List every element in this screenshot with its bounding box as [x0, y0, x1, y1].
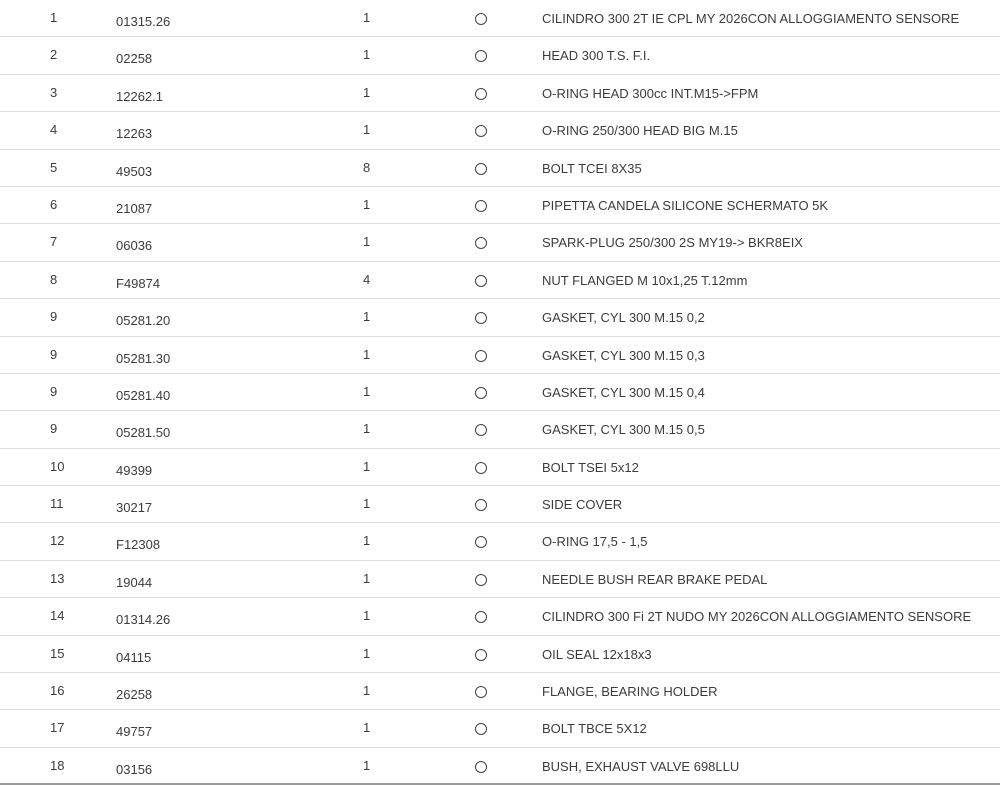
- radio-circle-icon[interactable]: [475, 275, 487, 287]
- radio-circle-icon[interactable]: [475, 350, 487, 362]
- radio-circle-icon[interactable]: [475, 88, 487, 100]
- quantity: 1: [363, 496, 371, 512]
- radio-circle-icon[interactable]: [475, 462, 487, 474]
- quantity: 1: [363, 309, 371, 325]
- table-row: [0, 636, 1000, 673]
- radio-circle-icon[interactable]: [475, 237, 487, 249]
- table-row: [0, 673, 1000, 710]
- part-description: FLANGE, BEARING HOLDER: [542, 684, 718, 700]
- table-row: [0, 748, 1000, 785]
- radio-circle-icon[interactable]: [475, 611, 487, 623]
- table-row: [0, 187, 1000, 224]
- part-code: 01315.26: [116, 14, 171, 29]
- table-row: [0, 449, 1000, 486]
- position-number: 15: [50, 645, 65, 661]
- position-number: 3: [50, 84, 58, 100]
- position-number: 4: [50, 122, 58, 138]
- part-description: GASKET, CYL 300 M.15 0,5: [542, 422, 705, 438]
- table-row: [0, 337, 1000, 374]
- part-code: 12262.1: [116, 88, 163, 104]
- part-code: 05281.30: [116, 350, 171, 366]
- part-description: SPARK-PLUG 250/300 2S MY19-> BKR8EIX: [542, 235, 803, 251]
- table-row: [0, 75, 1000, 112]
- part-code: 49503: [116, 163, 153, 179]
- position-number: 9: [50, 383, 58, 399]
- part-description: O-RING 250/300 HEAD BIG M.15: [542, 123, 738, 139]
- quantity: 1: [363, 608, 371, 624]
- table-row: [0, 262, 1000, 299]
- part-code: 49399: [116, 462, 153, 478]
- part-description: O-RING HEAD 300cc INT.M15->FPM: [542, 85, 759, 101]
- radio-circle-icon[interactable]: [475, 536, 487, 548]
- part-description: BUSH, EXHAUST VALVE 698LLU: [542, 758, 740, 774]
- radio-circle-icon[interactable]: [475, 649, 487, 661]
- quantity: 1: [363, 122, 371, 138]
- quantity: 1: [363, 533, 371, 549]
- part-description: NEEDLE BUSH REAR BRAKE PEDAL: [542, 571, 768, 587]
- radio-circle-icon[interactable]: [475, 163, 487, 175]
- position-number: 11: [50, 496, 64, 512]
- part-code: 06036: [116, 238, 153, 254]
- position-number: 6: [50, 196, 58, 212]
- table-row: [0, 710, 1000, 747]
- table-row: [0, 561, 1000, 598]
- position-number: 18: [50, 757, 65, 773]
- quantity: 1: [363, 757, 371, 773]
- part-description: BOLT TSEI 5x12: [542, 459, 639, 475]
- position-number: 5: [50, 159, 58, 175]
- position-number: 2: [50, 47, 58, 63]
- part-description: SIDE COVER: [542, 497, 623, 513]
- quantity: 1: [363, 196, 371, 212]
- table-row: [0, 523, 1000, 560]
- radio-circle-icon[interactable]: [475, 499, 487, 511]
- position-number: 1: [50, 10, 58, 25]
- part-code: F12308: [116, 537, 161, 553]
- quantity: 1: [363, 383, 371, 399]
- table-row: [0, 299, 1000, 336]
- table-row: [0, 411, 1000, 448]
- position-number: 16: [50, 683, 65, 699]
- position-number: 10: [50, 458, 65, 474]
- table-row: [0, 598, 1000, 635]
- radio-circle-icon[interactable]: [475, 200, 487, 212]
- part-description: O-RING 17,5 - 1,5: [542, 534, 648, 550]
- quantity: 1: [363, 720, 371, 736]
- quantity: 1: [363, 421, 371, 437]
- quantity: 1: [363, 47, 371, 63]
- radio-circle-icon[interactable]: [475, 50, 487, 62]
- part-code: 19044: [116, 574, 153, 590]
- part-description: CILINDRO 300 Fi 2T NUDO MY 2026CON ALLOGGIAMENTO SENSORE: [542, 609, 972, 625]
- quantity: 1: [363, 683, 371, 699]
- radio-circle-icon[interactable]: [475, 312, 487, 324]
- table-row: [0, 112, 1000, 149]
- quantity: 8: [363, 159, 371, 175]
- quantity: 1: [363, 645, 371, 661]
- part-description: BOLT TBCE 5X12: [542, 721, 647, 737]
- table-row: [0, 374, 1000, 411]
- table-row: [0, 224, 1000, 261]
- quantity: 1: [363, 234, 371, 250]
- radio-circle-icon[interactable]: [475, 125, 487, 137]
- quantity: 1: [363, 346, 371, 362]
- part-code: 04115: [116, 649, 152, 665]
- part-code: 05281.20: [116, 313, 171, 329]
- part-code: F49874: [116, 275, 161, 291]
- part-code: 12263: [116, 126, 153, 142]
- table-row: [0, 150, 1000, 187]
- part-code: 01314.26: [116, 612, 171, 628]
- radio-circle-icon[interactable]: [475, 424, 487, 436]
- part-description: HEAD 300 T.S. F.I.: [542, 48, 651, 64]
- position-number: 9: [50, 421, 58, 437]
- quantity: 1: [363, 10, 371, 25]
- part-description: PIPETTA CANDELA SILICONE SCHERMATO 5K: [542, 197, 829, 213]
- position-number: 9: [50, 309, 58, 325]
- radio-circle-icon[interactable]: [475, 686, 487, 698]
- part-code: 03156: [116, 761, 153, 777]
- position-number: 13: [50, 570, 65, 586]
- quantity: 1: [363, 84, 371, 100]
- part-description: CILINDRO 300 2T IE CPL MY 2026CON ALLOGGIAMENTO SENSORE: [542, 11, 960, 26]
- position-number: 17: [50, 720, 65, 736]
- radio-circle-icon[interactable]: [475, 387, 487, 399]
- radio-circle-icon[interactable]: [475, 761, 487, 773]
- radio-circle-icon[interactable]: [475, 13, 487, 25]
- radio-circle-icon[interactable]: [475, 723, 487, 735]
- quantity: 1: [363, 570, 371, 586]
- part-description: NUT FLANGED M 10x1,25 T.12mm: [542, 272, 748, 288]
- part-description: BOLT TCEI 8X35: [542, 160, 642, 176]
- table-row: [0, 486, 1000, 523]
- position-number: 14: [50, 608, 65, 624]
- part-code: 02258: [116, 51, 153, 67]
- part-code: 30217: [116, 500, 153, 516]
- part-code: 05281.50: [116, 425, 171, 441]
- part-code: 49757: [116, 724, 153, 740]
- part-description: OIL SEAL 12x18x3: [542, 646, 652, 662]
- position-number: 12: [50, 533, 65, 549]
- part-description: GASKET, CYL 300 M.15 0,3: [542, 347, 705, 363]
- position-number: 8: [50, 271, 58, 287]
- part-code: 21087: [116, 200, 153, 216]
- part-code: 26258: [116, 687, 153, 703]
- position-number: 9: [50, 346, 58, 362]
- table-row: [0, 37, 1000, 74]
- part-description: GASKET, CYL 300 M.15 0,2: [542, 310, 705, 326]
- radio-circle-icon[interactable]: [475, 574, 487, 586]
- quantity: 1: [363, 458, 371, 474]
- table-row: [0, 0, 1000, 37]
- quantity: 4: [363, 271, 371, 287]
- part-description: GASKET, CYL 300 M.15 0,4: [542, 384, 705, 400]
- position-number: 7: [50, 234, 58, 250]
- part-code: 05281.40: [116, 387, 171, 403]
